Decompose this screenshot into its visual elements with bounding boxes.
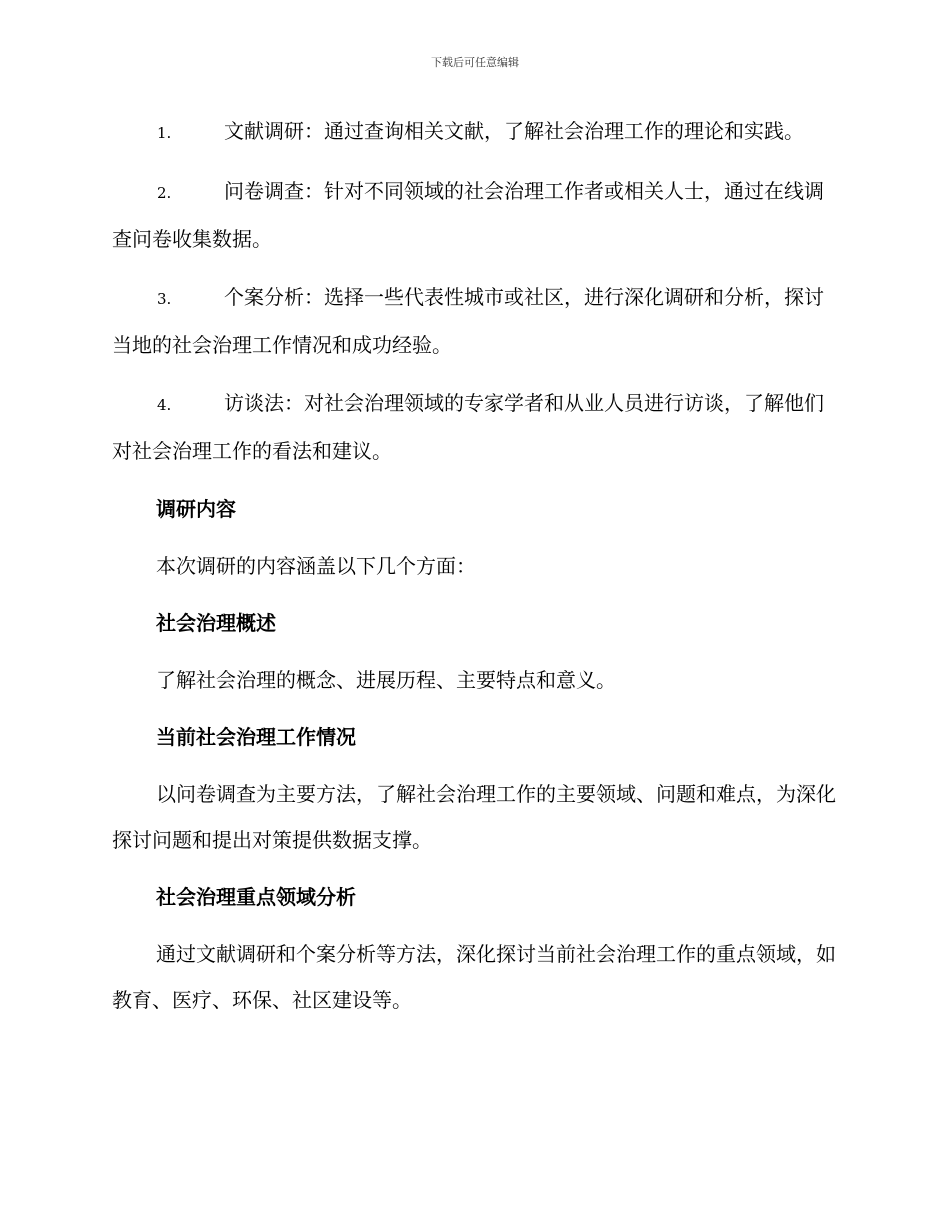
current-situation-paragraph: 以问卷调查为主要方法，了解社会治理工作的主要领域、问题和难点，为深化探讨问题和提出对策提供数据支撑。 <box>112 782 836 852</box>
method-item-1 <box>112 108 838 156</box>
section-heading-key-areas: 社会治理重点领域分析 <box>156 885 356 909</box>
list-number: 4. <box>157 396 172 414</box>
section-heading-current-situation: 当前社会治理工作情况 <box>156 725 356 749</box>
list-text: 访谈法：对社会治理领域的专家学者和从业人员进行访谈，了解他们对社会治理工作的看法和建议。 <box>112 391 824 463</box>
list-text: 问卷调查：针对不同领域的社会治理工作者或相关人士，通过在线调查问卷收集数据。 <box>112 179 824 251</box>
list-number: 1. <box>157 124 172 142</box>
document-body <box>112 108 838 1034</box>
section-intro: 本次调研的内容涵盖以下几个方面： <box>156 554 476 578</box>
method-item-4 <box>112 380 838 474</box>
section-heading-research-content: 调研内容 <box>156 497 236 521</box>
method-item-2 <box>112 168 838 262</box>
list-number: 3. <box>157 290 172 308</box>
key-areas-paragraph: 通过文献调研和个案分析等方法，深化探讨当前社会治理工作的重点领域，如教育、医疗、环保、社区建设等。 <box>112 942 836 1012</box>
method-item-3 <box>112 274 838 368</box>
list-number: 2. <box>157 184 172 202</box>
list-text: 文献调研：通过查询相关文献，了解社会治理工作的理论和实践。 <box>224 119 804 143</box>
section-heading-overview: 社会治理概述 <box>156 611 276 635</box>
list-text: 个案分析：选择一些代表性城市或社区，进行深化调研和分析，探讨当地的社会治理工作情况和成功经验。 <box>112 285 824 357</box>
overview-paragraph: 了解社会治理的概念、进展历程、主要特点和意义。 <box>156 668 616 692</box>
page-header: 下载后可任意编辑 <box>431 56 519 69</box>
